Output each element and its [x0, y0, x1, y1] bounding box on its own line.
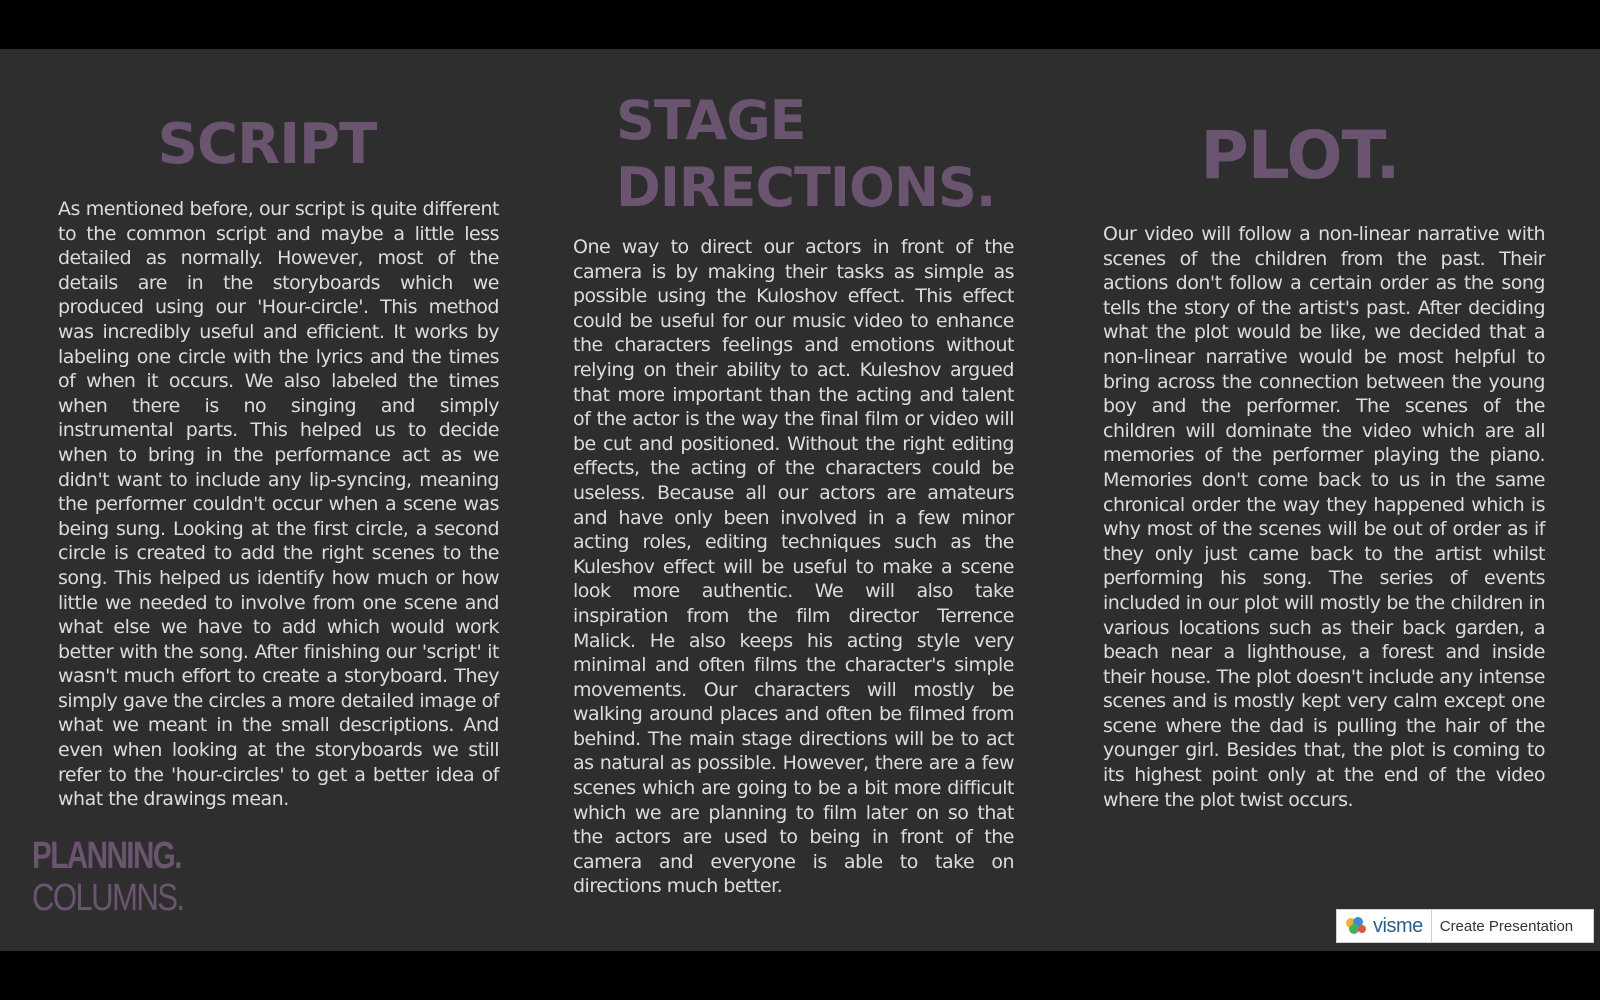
script-heading: SCRIPT	[157, 112, 377, 177]
create-presentation-link[interactable]: Create Presentation	[1439, 917, 1574, 935]
letterbox-bottom	[0, 951, 1600, 1000]
planning-label: PLANNING.	[32, 835, 181, 877]
planning-columns-label	[32, 835, 223, 919]
visme-logo-icon	[1343, 915, 1371, 937]
stage-directions-paragraph: One way to direct our actors in front of the camera is by making their tasks as simple as possible using the Kuloshov effect. This effect could be useful for our music video to enhance the characters feelings and emotions without relying on their ability to act. Kuleshov argued that more important than the acting and talent of the actor is the way the final film or video will be cut and positioned. Without the right editing effects, the acting of the characters could be useless. Because all our actors are amateurs and have only been involved in a few minor acting roles, editing techniques such as the Kuleshov effect will be useful to make a scene look more authentic. We will also take inspiration from the film director Terrence Malick. He also keeps his acting style very minimal and often films the character's simple movements. Our characters will mostly be walking around places and often be filmed from behind. The main stage directions will be to act as natural as possible. However, there are a few scenes which are going to be a bit more difficult which we are planning to film later on so that the actors are used to being in front of the camera and everyone is able to take on directions much better.	[573, 236, 1014, 898]
plot-heading: PLOT.	[1200, 117, 1400, 194]
presentation-slide	[0, 49, 1600, 951]
columns-label: COLUMNS.	[32, 877, 184, 919]
letterbox-top	[0, 0, 1600, 49]
script-paragraph: As mentioned before, our script is quite different to the common script and maybe a little less detailed as normally. However, most of the details are in the storyboards which we produced using our 'Hour-circle'. This method was incredibly useful and efficient. It works by labeling one circle with the lyrics and the times of when it occurs. We also labeled the times when there is no singing and simply instrumental parts. This helped us to decide when to bring in the performance act as we didn't want to include any lip-syncing, meaning the performer couldn't occur when a scene was being sung. Looking at the first circle, a second circle is created to add the right scenes to the song. This helped us identify how much or how little we needed to involve from one scene and what else we have to add which would work better with the song. After finishing our 'script' it wasn't much effort to create a storyboard. They simply gave the circles a more detailed image of what we meant in the small descriptions. And even when looking at the storyboards we still refer to the 'hour-circles' to get a better idea of what the drawings mean.	[58, 198, 499, 811]
stage-directions-heading: STAGE DIRECTIONS.	[616, 89, 996, 219]
visme-wordmark: visme	[1373, 914, 1423, 937]
visme-create-presentation-badge[interactable]	[1336, 909, 1594, 943]
visme-logo	[1337, 910, 1432, 942]
plot-paragraph: Our video will follow a non-linear narrative with scenes of the children from the past. Their actions don't follow a certain order as the song tells the story of the artist's past. After deciding what the plot would be like, we decided that a non-linear narrative would be most helpful to bring across the connection between the young boy and the performer. The scenes of the children will dominate the video which are all memories of the performer playing the piano. Memories don't come back to us in the same chronical order the way they happened which is why most of the scenes will be out of order as if they only just came back to the artist whilst performing his song. The series of events included in our plot will mostly be the children in various locations such as their back garden, a beach near a lighthouse, a forest and inside their house. The plot doesn't include any intense scenes and is mostly kept very calm except one scene where the dad is pulling the hair of the younger girl. Besides that, the plot is coming to its highest point only at the end of the video where the plot twist occurs.	[1103, 223, 1545, 811]
